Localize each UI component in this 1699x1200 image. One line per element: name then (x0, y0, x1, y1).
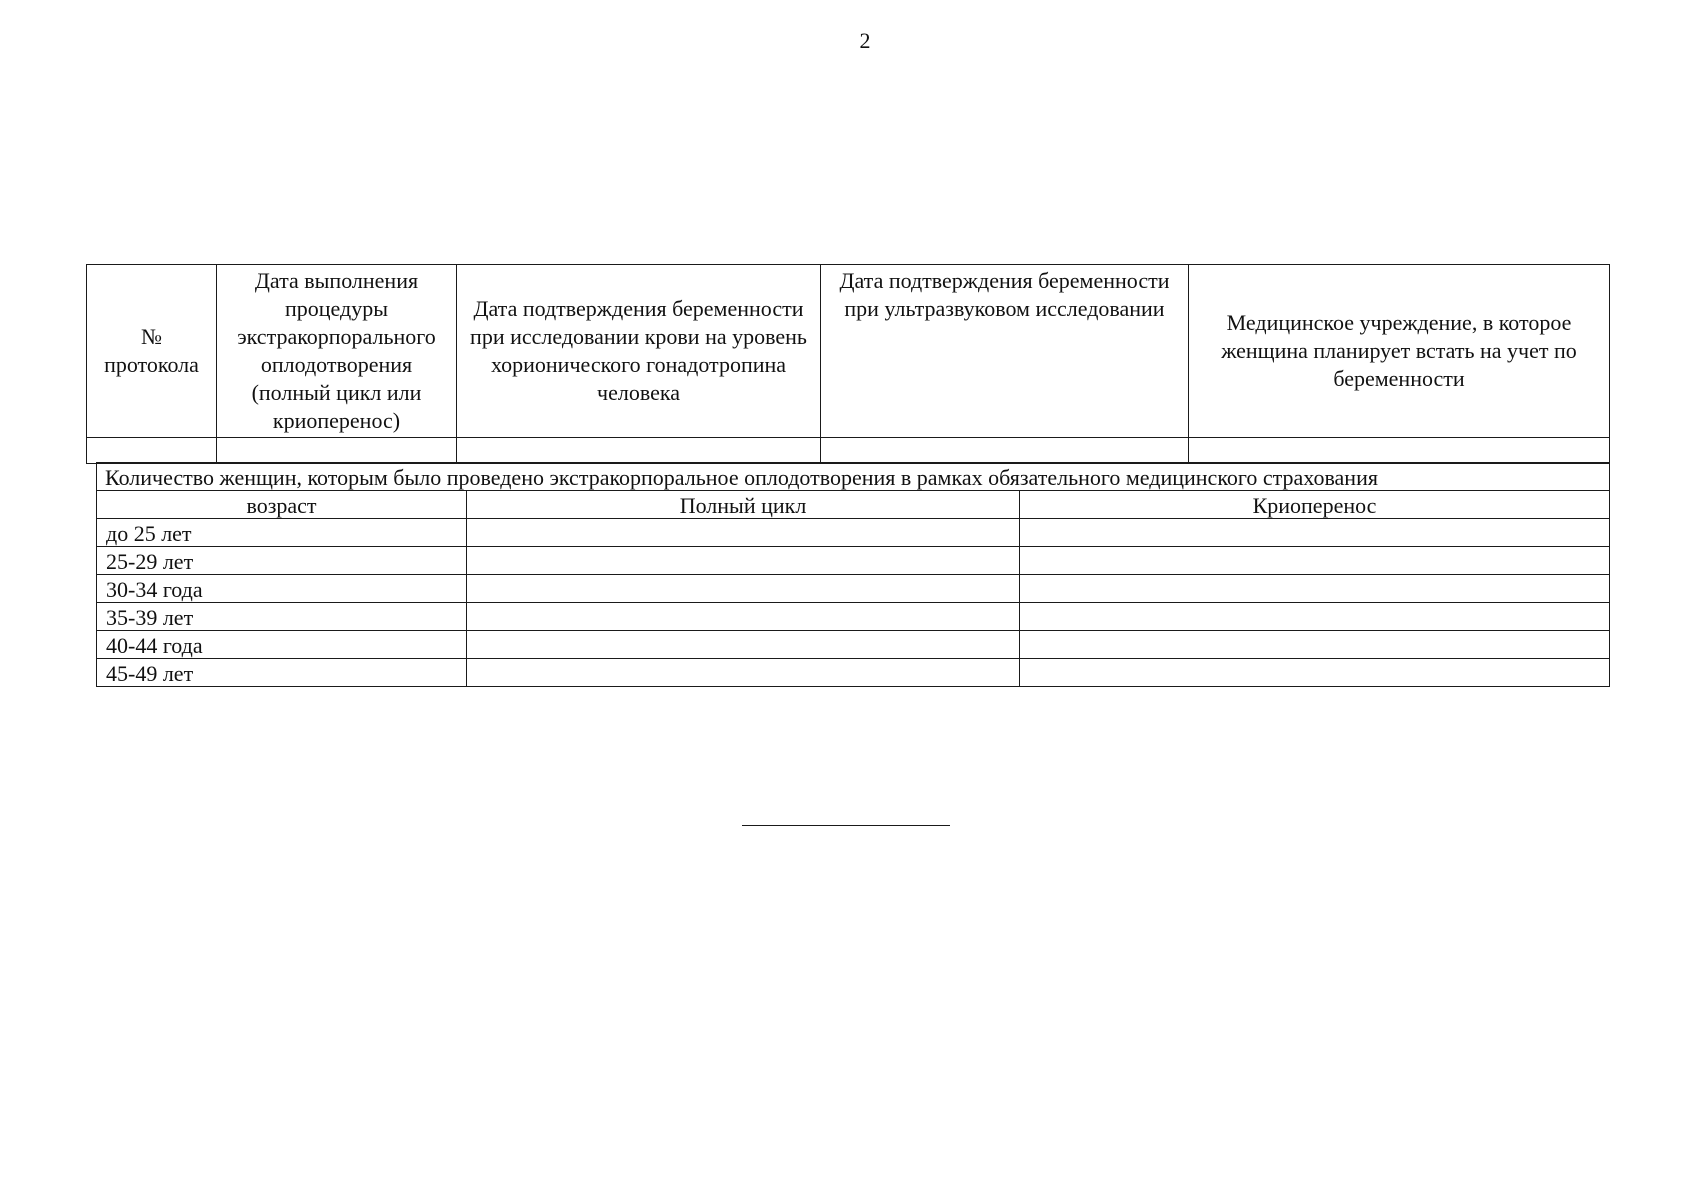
medical-institution-cell[interactable] (1189, 438, 1610, 464)
age-group-cell: до 25 лет (97, 519, 467, 547)
ultrasound-confirmation-date-cell[interactable] (821, 438, 1189, 464)
table-row (97, 631, 1610, 659)
column-header-cryo-transfer: Криоперенос (1020, 491, 1610, 519)
full-cycle-cell[interactable] (467, 603, 1020, 631)
cryo-transfer-cell[interactable] (1020, 603, 1610, 631)
full-cycle-cell[interactable] (467, 631, 1020, 659)
full-cycle-cell[interactable] (467, 519, 1020, 547)
header-protocol-number: № протокола (87, 265, 217, 438)
header-ultrasound-confirmation-date: Дата подтверждения беременности при ультразвуковом исследовании (821, 265, 1189, 438)
procedure-date-cell[interactable] (217, 438, 457, 464)
table-row (87, 438, 1610, 464)
cryo-transfer-cell[interactable] (1020, 547, 1610, 575)
age-group-cell: 25-29 лет (97, 547, 467, 575)
page-number: 2 (859, 28, 871, 53)
table-row (97, 547, 1610, 575)
age-table-caption-row (97, 463, 1610, 491)
age-table (96, 462, 1610, 687)
full-cycle-cell[interactable] (467, 547, 1020, 575)
protocol-table (86, 264, 1610, 464)
full-cycle-cell[interactable] (467, 575, 1020, 603)
table-row (97, 603, 1610, 631)
header-hcg-confirmation-date: Дата подтверждения беременности при исследовании крови на уровень хорионического гонадотропина человека (457, 265, 821, 438)
column-header-full-cycle: Полный цикл (467, 491, 1020, 519)
cryo-transfer-cell[interactable] (1020, 519, 1610, 547)
age-group-cell: 35-39 лет (97, 603, 467, 631)
full-cycle-cell[interactable] (467, 659, 1020, 687)
age-table-header (97, 491, 1610, 519)
age-group-cell: 45-49 лет (97, 659, 467, 687)
table-row (97, 659, 1610, 687)
table-row (97, 575, 1610, 603)
hcg-confirmation-date-cell[interactable] (457, 438, 821, 464)
header-procedure-date: Дата выполнения процедуры экстракорпорального оплодотворения (полный цикл или криоперенос) (217, 265, 457, 438)
cryo-transfer-cell[interactable] (1020, 631, 1610, 659)
cryo-transfer-cell[interactable] (1020, 659, 1610, 687)
signature-line (742, 825, 950, 826)
table-row (97, 519, 1610, 547)
age-group-cell: 30-34 года (97, 575, 467, 603)
column-header-age: возраст (97, 491, 467, 519)
header-medical-institution: Медицинское учреждение, в которое женщина планирует встать на учет по беременности (1189, 265, 1610, 438)
protocol-number-cell[interactable] (87, 438, 217, 464)
cryo-transfer-cell[interactable] (1020, 575, 1610, 603)
age-table-caption: Количество женщин, которым было проведено экстракорпоральное оплодотворения в рамках обязательного медицинского страхования (97, 463, 1610, 491)
protocol-table-header (87, 265, 1610, 438)
age-group-cell: 40-44 года (97, 631, 467, 659)
